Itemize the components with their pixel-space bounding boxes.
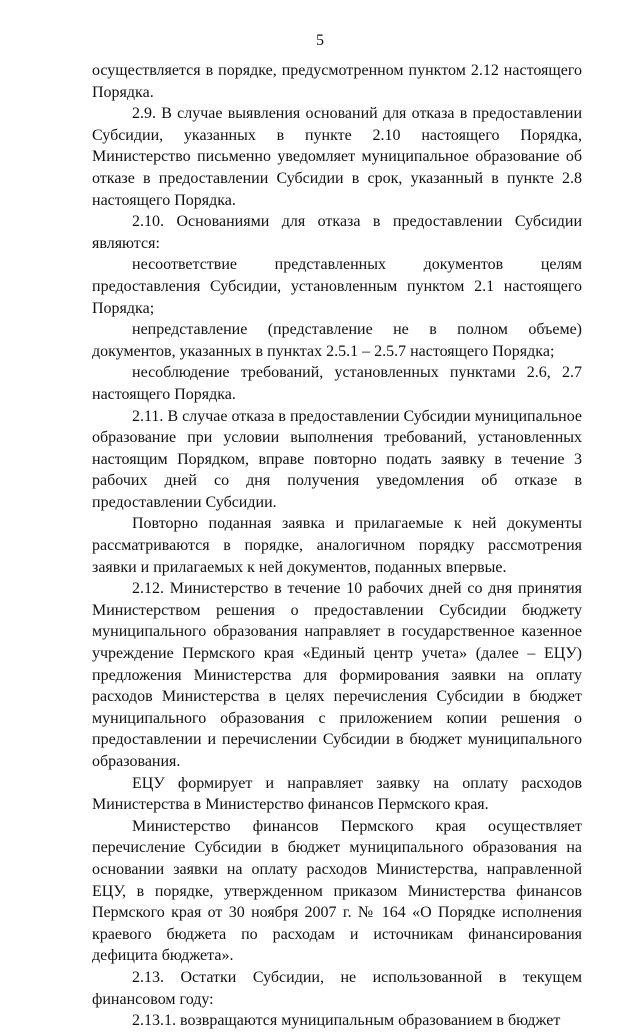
paragraph: ЕЦУ формирует и направляет заявку на оплату расходов Министерства в Министерство финансов Пермского края. xyxy=(92,774,582,814)
paragraph: 2.13. Остатки Субсидии, не использованной в текущем финансовом году: xyxy=(92,968,582,1008)
paragraph: непредставление (представление не в полном объеме) документов, указанных в пунктах 2.5.1 – 2.5.7 настоящего Порядка; xyxy=(92,321,582,360)
document-body xyxy=(92,60,582,1032)
paragraph: несоблюдение требований, установленных пунктами 2.6, 2.7 настоящего Порядка. xyxy=(92,364,582,403)
paragraph: Министерство финансов Пермского края осуществляет перечисление Субсидии в бюджет муниципального образования на основании заявки на оплату расходов Министерства, направленной ЕЦУ, в порядке, утвержденном приказом Министерства финансов Пермского края от 30 ноября 2007 г. № 164 «О Порядке исполнения краевого бюджета по расходам и источникам финансирования дефицита бюджета». xyxy=(92,817,582,965)
paragraph: Повторно поданная заявка и прилагаемые к ней документы рассматриваются в порядке, аналогичном порядку рассмотрения заявки и прилагаемых к ней документов, поданных впервые. xyxy=(92,515,582,576)
paragraph: несоответствие представленных документов целям предоставления Субсидии, установленным пунктом 2.1 настоящего Порядка; xyxy=(92,256,582,317)
paragraph: 2.9. В случае выявления оснований для отказа в предоставлении Субсидии, указанных в пункте 2.10 настоящего Порядка, Министерство письменно уведомляет муниципальное образование об отказе в предоставлении Субсидии в срок, указанный в пункте 2.8 настоящего Порядка. xyxy=(92,105,582,209)
paragraph: 2.10. Основаниями для отказа в предоставлении Субсидии являются: xyxy=(92,213,582,252)
paragraph: 2.12. Министерство в течение 10 рабочих дней со дня принятия Министерством решения о предоставлении Субсидии бюджету муниципального образования направляет в государственное казенное учреждение Пермского края «Единый центр учета» (далее – ЕЦУ) предложения Министерства для формирования заявки на оплату расходов Министерства в целях перечисления Субсидии в бюджет муниципального образования с приложением копии решения о предоставлении и перечислении Субсидии в бюджет муниципального образования. xyxy=(92,580,582,770)
paragraph: 2.11. В случае отказа в предоставлении Субсидии муниципальное образование при условии выполнения требований, установленных настоящим Порядком, вправе повторно подать заявку в течение 3 рабочих дней со дня получения уведомления об отказе в предоставлении Субсидии. xyxy=(92,407,582,511)
paragraph: осуществляется в порядке, предусмотренном пунктом 2.12 настоящего Порядка. xyxy=(92,62,582,101)
page-number: 5 xyxy=(316,32,324,49)
paragraph: 2.13.1. возвращаются муниципальным образованием в бюджет xyxy=(132,1012,561,1030)
